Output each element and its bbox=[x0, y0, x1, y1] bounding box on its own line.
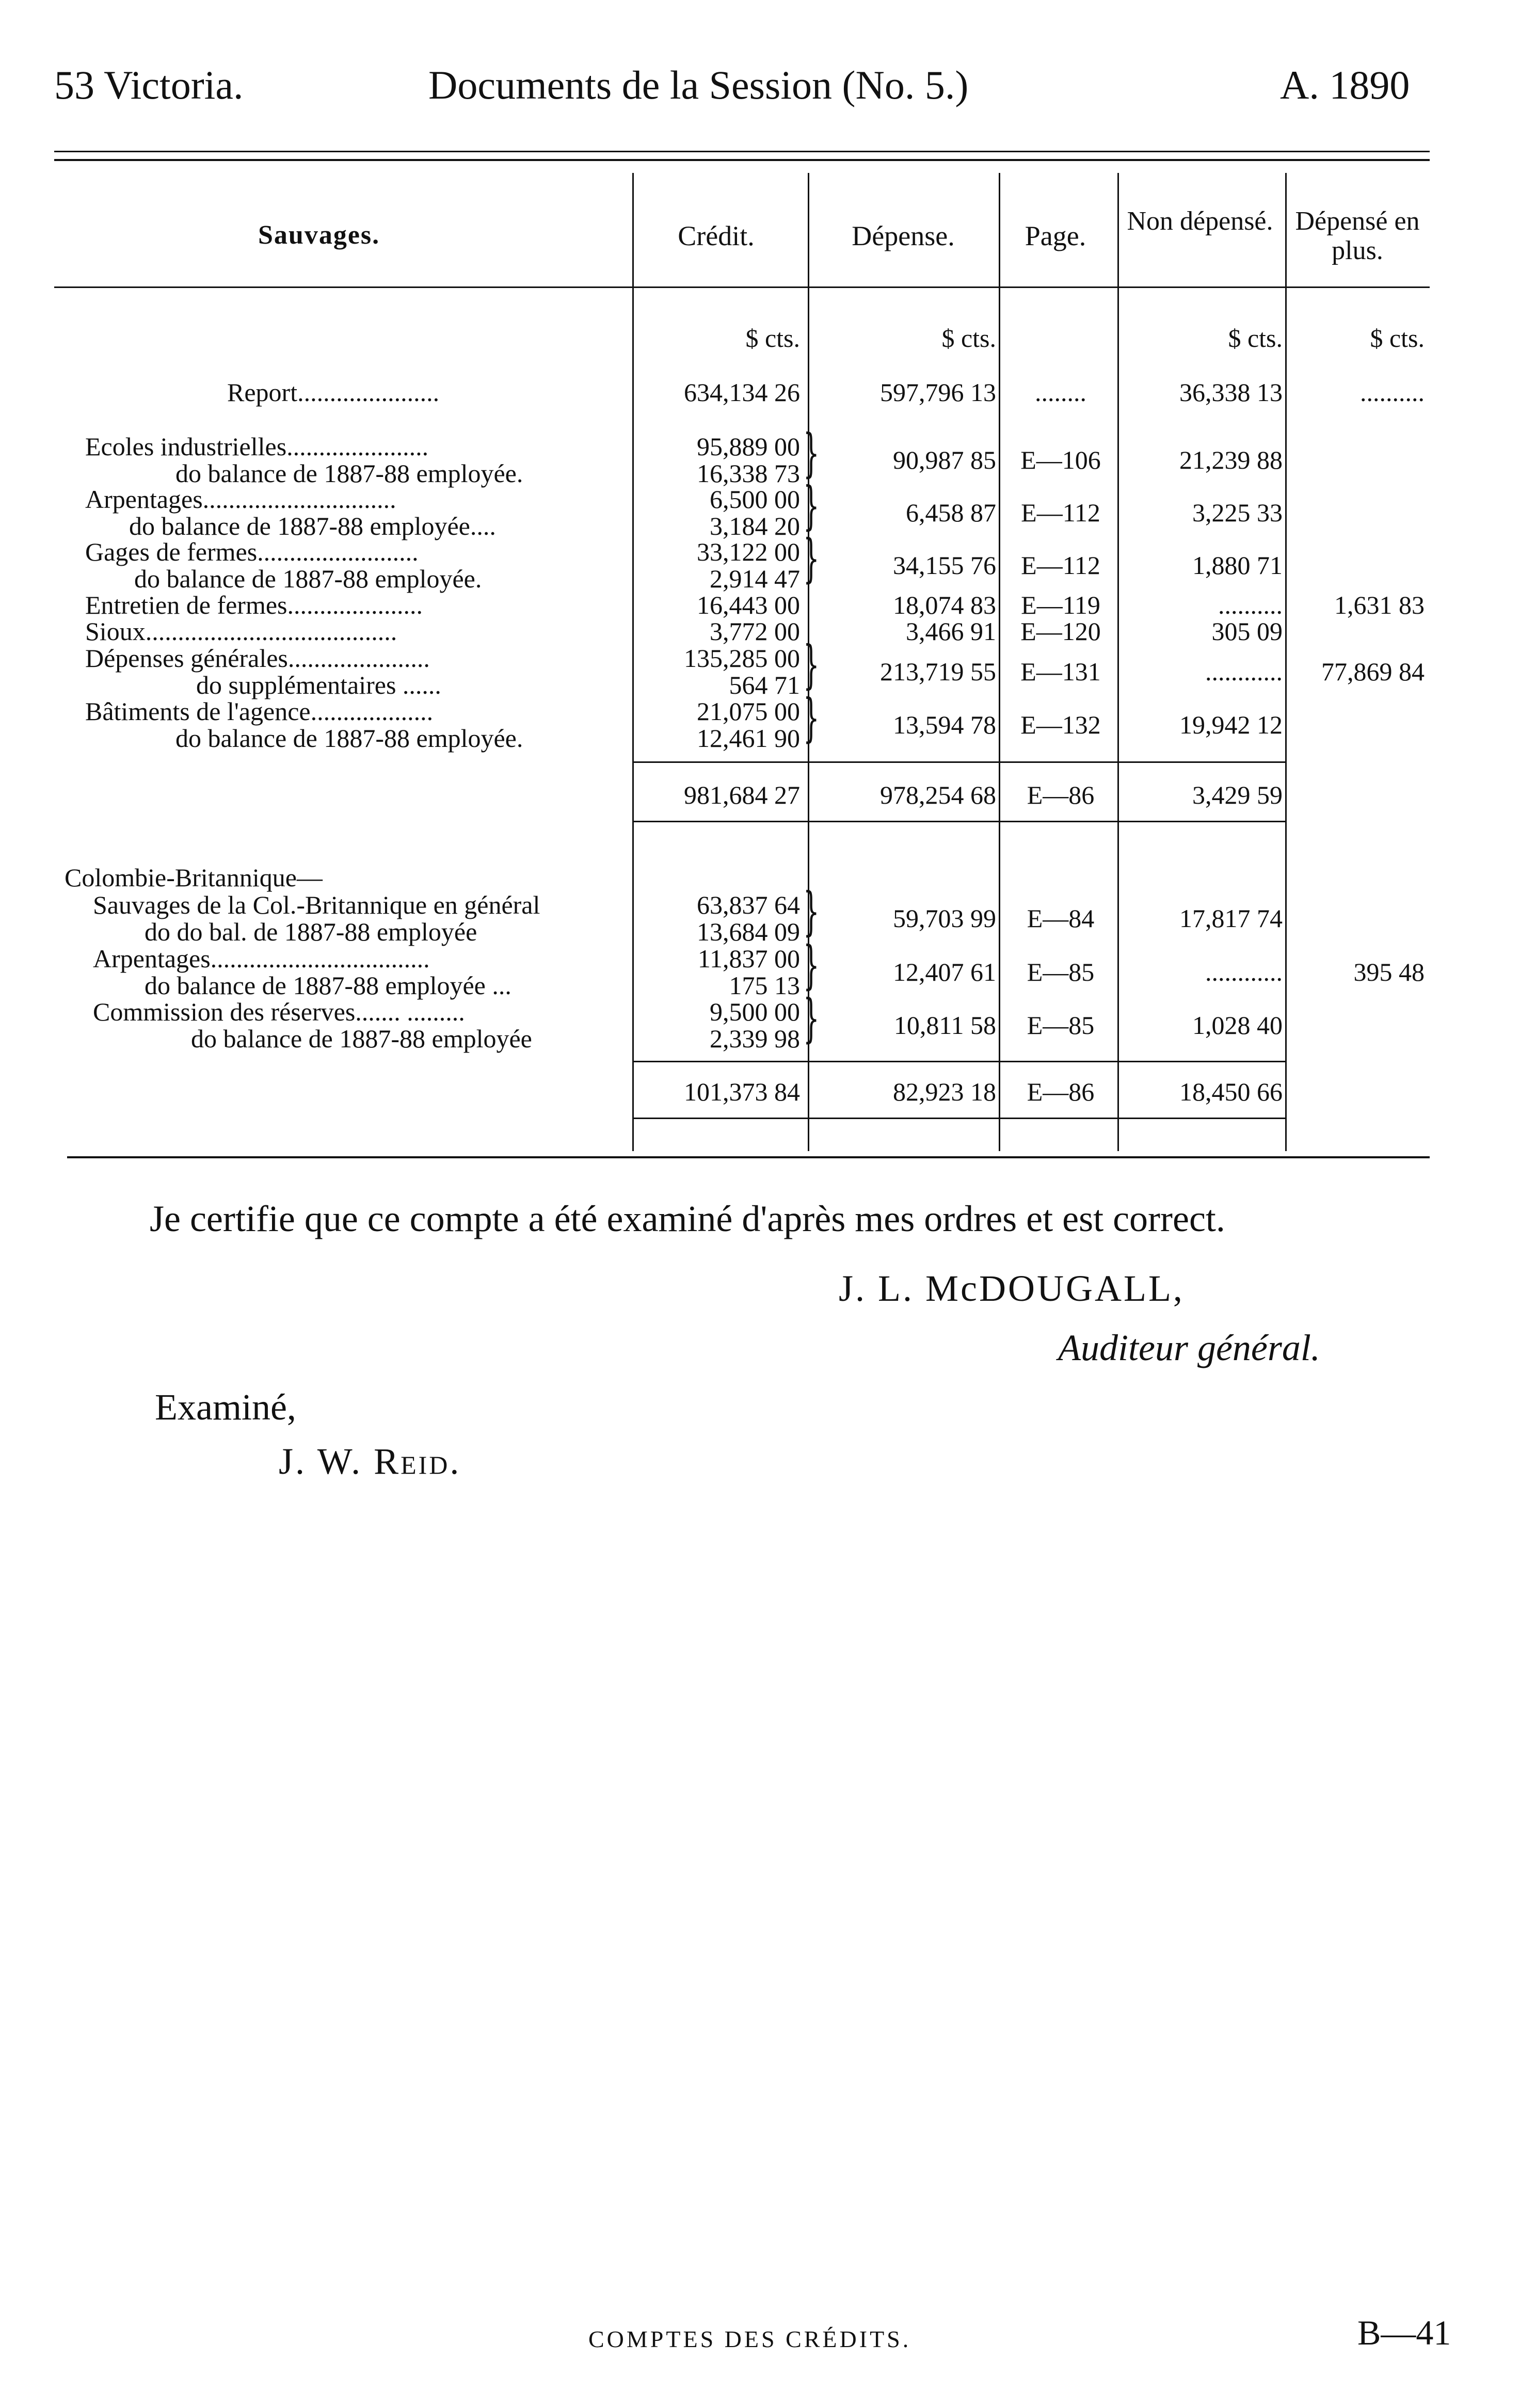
group-depense: 59,703 99 bbox=[893, 904, 996, 933]
group-depense: 213,719 55 bbox=[880, 657, 996, 686]
group-brace: } bbox=[803, 423, 820, 483]
group-depense: 10,811 58 bbox=[893, 1011, 996, 1040]
header-rule bbox=[54, 286, 1430, 288]
section2-total-depense: 82,923 18 bbox=[893, 1077, 996, 1106]
column-divider bbox=[1285, 173, 1287, 1151]
group-page: E—112 bbox=[1021, 551, 1100, 580]
signer-name: J. L. McDOUGALL, bbox=[839, 1268, 1185, 1309]
group-non-depense: 305 09 bbox=[1211, 617, 1283, 646]
group-depense: 12,407 61 bbox=[893, 958, 996, 986]
section2-total-non-depense: 18,450 66 bbox=[1179, 1077, 1283, 1106]
row-label: do balance de 1887-88 employée ... bbox=[145, 971, 511, 1000]
examiner-name: J. W. Reid. bbox=[279, 1441, 461, 1482]
row-label: do do bal. de 1887-88 employée bbox=[145, 917, 477, 946]
unit-non-depense: $ cts. bbox=[1228, 324, 1283, 353]
section1-total-credit: 981,684 27 bbox=[684, 780, 800, 809]
header-right: A. 1890 bbox=[1280, 62, 1410, 107]
group-brace: } bbox=[803, 881, 820, 942]
row-credit: 16,443 00 bbox=[697, 591, 800, 619]
row-credit: 564 71 bbox=[729, 671, 800, 699]
row-credit: 2,339 98 bbox=[710, 1024, 800, 1053]
row-label: Dépenses générales...................... bbox=[85, 644, 430, 673]
row-credit: 6,500 00 bbox=[710, 485, 800, 514]
group-non-depense: 1,880 71 bbox=[1192, 551, 1283, 580]
column-divider bbox=[999, 173, 1000, 1151]
col-non-depense: Non dépensé. bbox=[1127, 206, 1273, 236]
row-label: do balance de 1887-88 employée. bbox=[134, 564, 482, 593]
subtotal-rule bbox=[632, 821, 1285, 822]
top-rule-2 bbox=[54, 159, 1430, 161]
group-brace: } bbox=[803, 475, 820, 536]
row-label: do balance de 1887-88 employée. bbox=[175, 459, 523, 488]
group-brace: } bbox=[803, 988, 820, 1048]
row-credit: 175 13 bbox=[729, 971, 800, 1000]
subtotal-rule bbox=[632, 1061, 1285, 1062]
group-depense: 18,074 83 bbox=[893, 591, 996, 619]
row-label: do balance de 1887-88 employée bbox=[191, 1024, 532, 1053]
group-depense: 90,987 85 bbox=[893, 445, 996, 474]
row-label: Commission des réserves....... ......... bbox=[93, 997, 465, 1026]
unit-depense: $ cts. bbox=[941, 324, 996, 353]
group-depense: 3,466 91 bbox=[906, 617, 996, 646]
col-description: Sauvages. bbox=[258, 220, 380, 250]
group-depense-plus: 395 48 bbox=[1353, 958, 1425, 986]
row-credit: 11,837 00 bbox=[697, 944, 800, 973]
footer-center: COMPTES DES CRÉDITS. bbox=[588, 2326, 911, 2352]
group-page: E—85 bbox=[1027, 958, 1095, 986]
group-page: E—131 bbox=[1020, 657, 1101, 686]
row-credit: 63,837 64 bbox=[697, 890, 800, 919]
subtotal-rule bbox=[632, 761, 1285, 763]
row-label: Arpentages.................................. bbox=[93, 944, 430, 973]
row-label: Entretien de fermes..................... bbox=[85, 591, 423, 619]
row-label: do supplémentaires ...... bbox=[196, 671, 441, 699]
report-label: Report...................... bbox=[227, 378, 440, 407]
row-credit: 2,914 47 bbox=[710, 564, 800, 593]
report-page: ........ bbox=[1035, 378, 1086, 407]
group-brace: } bbox=[803, 688, 820, 748]
group-depense-plus: 77,869 84 bbox=[1321, 657, 1425, 686]
group-non-depense: 1,028 40 bbox=[1192, 1011, 1283, 1040]
group-non-depense: .......... bbox=[1218, 591, 1283, 619]
row-credit: 135,285 00 bbox=[684, 644, 800, 673]
group-depense: 34,155 76 bbox=[893, 551, 996, 580]
group-page: E—120 bbox=[1020, 617, 1101, 646]
section1-total-non-depense: 3,429 59 bbox=[1192, 780, 1283, 809]
group-page: E—84 bbox=[1027, 904, 1095, 933]
group-depense: 6,458 87 bbox=[906, 498, 996, 527]
unit-credit: $ cts. bbox=[745, 324, 800, 353]
section2-title: Colombie-Britannique— bbox=[65, 863, 323, 892]
col-depense: Dépense. bbox=[852, 220, 955, 251]
group-page: E—106 bbox=[1020, 445, 1101, 474]
report-non-depense: 36,338 13 bbox=[1179, 378, 1283, 407]
group-non-depense: 21,239 88 bbox=[1179, 445, 1283, 474]
col-credit: Crédit. bbox=[678, 220, 755, 251]
row-label: Arpentages.............................. bbox=[85, 485, 396, 514]
report-depense-plus: .......... bbox=[1360, 378, 1425, 407]
table-bottom-rule bbox=[67, 1156, 1430, 1158]
examined-label: Examiné, bbox=[155, 1386, 296, 1428]
report-credit: 634,134 26 bbox=[684, 378, 800, 407]
row-credit: 12,461 90 bbox=[697, 724, 800, 753]
row-credit: 13,684 09 bbox=[697, 917, 800, 946]
section1-total-page: E—86 bbox=[1027, 780, 1095, 809]
header-left: 53 Victoria. bbox=[54, 62, 244, 107]
group-non-depense: ............ bbox=[1205, 657, 1283, 686]
row-credit: 3,184 20 bbox=[710, 512, 800, 540]
row-credit: 9,500 00 bbox=[710, 997, 800, 1026]
row-label: Bâtiments de l'agence................... bbox=[85, 697, 434, 726]
row-credit: 95,889 00 bbox=[697, 432, 800, 461]
row-label: Gages de fermes......................... bbox=[85, 537, 419, 566]
group-non-depense: 17,817 74 bbox=[1179, 904, 1283, 933]
row-label: do balance de 1887-88 employée.... bbox=[129, 512, 496, 540]
group-depense: 13,594 78 bbox=[893, 710, 996, 739]
subtotal-rule bbox=[632, 1118, 1285, 1119]
row-credit: 21,075 00 bbox=[697, 697, 800, 726]
row-label: do balance de 1887-88 employée. bbox=[175, 724, 523, 753]
group-brace: } bbox=[803, 935, 820, 995]
col-page: Page. bbox=[1025, 220, 1086, 251]
row-label: Sauvages de la Col.-Britannique en général bbox=[93, 890, 540, 919]
section1-total-depense: 978,254 68 bbox=[880, 780, 996, 809]
group-page: E—132 bbox=[1020, 710, 1101, 739]
footer-right: B—41 bbox=[1357, 2313, 1451, 2352]
unit-depense-plus: $ cts. bbox=[1370, 324, 1425, 353]
group-non-depense: 3,225 33 bbox=[1192, 498, 1283, 527]
column-divider bbox=[1117, 173, 1119, 1151]
signer-title: Auditeur général. bbox=[1058, 1327, 1320, 1368]
group-brace: } bbox=[803, 528, 820, 588]
report-depense: 597,796 13 bbox=[880, 378, 996, 407]
row-credit: 3,772 00 bbox=[710, 617, 800, 646]
group-non-depense: 19,942 12 bbox=[1179, 710, 1283, 739]
row-label: Ecoles industrielles...................... bbox=[85, 432, 429, 461]
row-credit: 16,338 73 bbox=[697, 459, 800, 488]
col-depense-plus: Dépensé en plus. bbox=[1295, 206, 1420, 266]
top-rule-1 bbox=[54, 151, 1430, 152]
certification-text: Je certifie que ce compte a été examiné d'après mes ordres et est correct. bbox=[150, 1198, 1225, 1239]
section2-total-credit: 101,373 84 bbox=[684, 1077, 800, 1106]
group-brace: } bbox=[803, 634, 820, 695]
header-center: Documents de la Session (No. 5.) bbox=[428, 62, 969, 107]
column-divider bbox=[632, 173, 634, 1151]
row-label: Sioux....................................... bbox=[85, 617, 397, 646]
group-non-depense: ............ bbox=[1205, 958, 1283, 986]
group-page: E—119 bbox=[1021, 591, 1100, 619]
group-depense-plus: 1,631 83 bbox=[1334, 591, 1425, 619]
section2-total-page: E—86 bbox=[1027, 1077, 1095, 1106]
group-page: E—85 bbox=[1027, 1011, 1095, 1040]
group-page: E—112 bbox=[1021, 498, 1100, 527]
row-credit: 33,122 00 bbox=[697, 537, 800, 566]
